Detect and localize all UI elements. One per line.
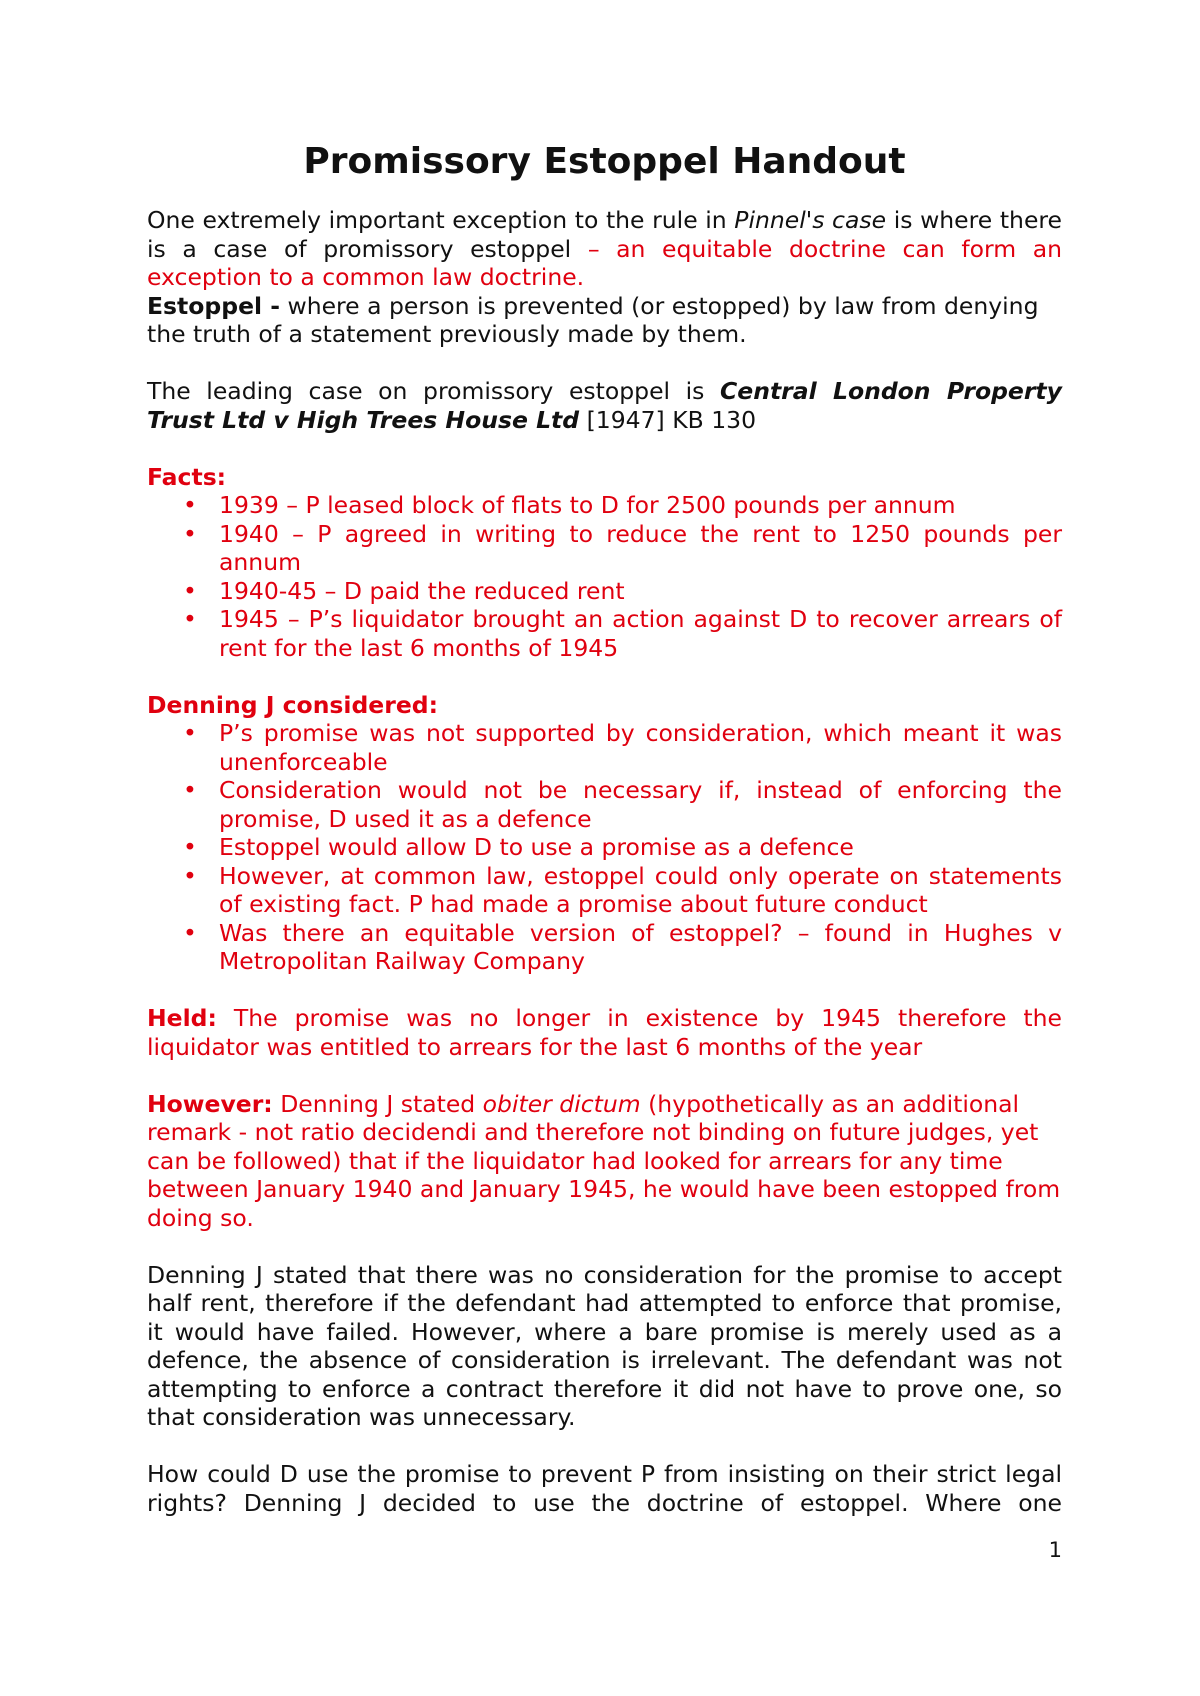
bullet-icon: •	[183, 491, 197, 519]
bullet-icon: •	[183, 918, 197, 947]
denning-item: • Consideration would not be necessary if, instead of enforcing the promise, D used it as a defence	[183, 776, 1062, 833]
denning-heading: Denning J considered:	[147, 690, 438, 719]
facts-item: • 1940 – P agreed in writing to reduce the rent to 1250 pounds per annum	[183, 519, 1062, 576]
bullet-icon: •	[183, 576, 197, 605]
however-text-b: (hypothetically as an additional remark - not ratio decidendi and therefore not binding on future judges, yet can be followed) that if the liquidator had looked for arrears for any time between January 1940 and January 1945, he would have been estopped from doing so.	[147, 1089, 1061, 1232]
intro-paragraph	[147, 206, 1062, 292]
denning-list	[147, 719, 1062, 976]
denning-item: • Was there an equitable version of estoppel? – found in Hughes v Metropolitan Railway Company	[183, 918, 1062, 975]
facts-item: • 1939 – P leased block of flats to D for 2500 pounds per annum	[183, 491, 956, 519]
denning-item: • However, at common law, estoppel could only operate on statements of existing fact. P had made a promise about future conduct	[183, 861, 1062, 918]
estoppel-definition	[147, 292, 1062, 349]
facts-item: • 1945 – P’s liquidator brought an action against D to recover arrears of rent for the last 6 months of 1945	[183, 605, 1062, 662]
bullet-icon: •	[183, 776, 197, 804]
leading-case-name: Central London Property Trust Ltd v High Trees House Ltd	[147, 377, 1062, 434]
leading-case-paragraph	[147, 377, 1062, 434]
facts-list	[147, 491, 1062, 662]
facts-heading: Facts:	[147, 462, 227, 491]
leading-case-citation: [1947] KB 130	[579, 405, 757, 434]
leading-case-intro: The leading case on promissory estoppel is	[147, 377, 721, 405]
estoppel-definition-text: where a person is prevented (or estopped) by law from denying the truth of a statement previously made by them.	[147, 291, 1039, 348]
however-label: However:	[147, 1089, 273, 1118]
intro-text-a: One extremely important exception to the rule in	[147, 206, 735, 234]
denning-item: • Estoppel would allow D to use a promise as a defence	[183, 833, 854, 861]
estoppel-term: Estoppel -	[147, 291, 280, 320]
bullet-icon: •	[183, 861, 197, 890]
denning-item: • P’s promise was not supported by consideration, which meant it was unenforceable	[183, 719, 1062, 776]
intro-text-b: is where there is a case of promissory estoppel	[147, 206, 1063, 263]
bullet-icon: •	[183, 719, 197, 747]
document-page	[147, 140, 1062, 1517]
obiter-dictum-term: obiter dictum	[482, 1089, 641, 1118]
bullet-icon: •	[183, 605, 197, 633]
facts-item: • 1940-45 – D paid the reduced rent	[183, 576, 625, 605]
page-number: 1	[1048, 1538, 1062, 1562]
question-paragraph: How could D use the promise to prevent P from insisting on their strict legal rights? Denning J decided to use the doctrine of estoppel. Where one	[147, 1460, 1062, 1517]
intro-case-name: Pinnel's case	[734, 206, 887, 234]
held-text: The promise was no longer in existence by 1945 therefore the liquidator was entitled to arrears for the last 6 months of the year	[147, 1004, 1062, 1061]
however-paragraph	[147, 1090, 1062, 1233]
held-label: Held:	[147, 1004, 217, 1032]
document-title: Promissory Estoppel Handout	[303, 141, 906, 182]
held-paragraph	[147, 1004, 1062, 1061]
however-text-a: Denning J stated	[272, 1089, 483, 1118]
intro-red-text: – an equitable doctrine can form an exception to a common law doctrine.	[147, 234, 1062, 291]
consideration-paragraph: Denning J stated that there was no consideration for the promise to accept half rent, therefore if the defendant had attempted to enforce that promise, it would have failed. However, where a bare promise is merely used as a defence, the absence of consideration is irrelevant. The defendant was not attempting to enforce a contract therefore it did not have to prove one, so that consideration was unnecessary.	[147, 1260, 1062, 1431]
bullet-icon: •	[183, 519, 197, 548]
bullet-icon: •	[183, 833, 197, 861]
